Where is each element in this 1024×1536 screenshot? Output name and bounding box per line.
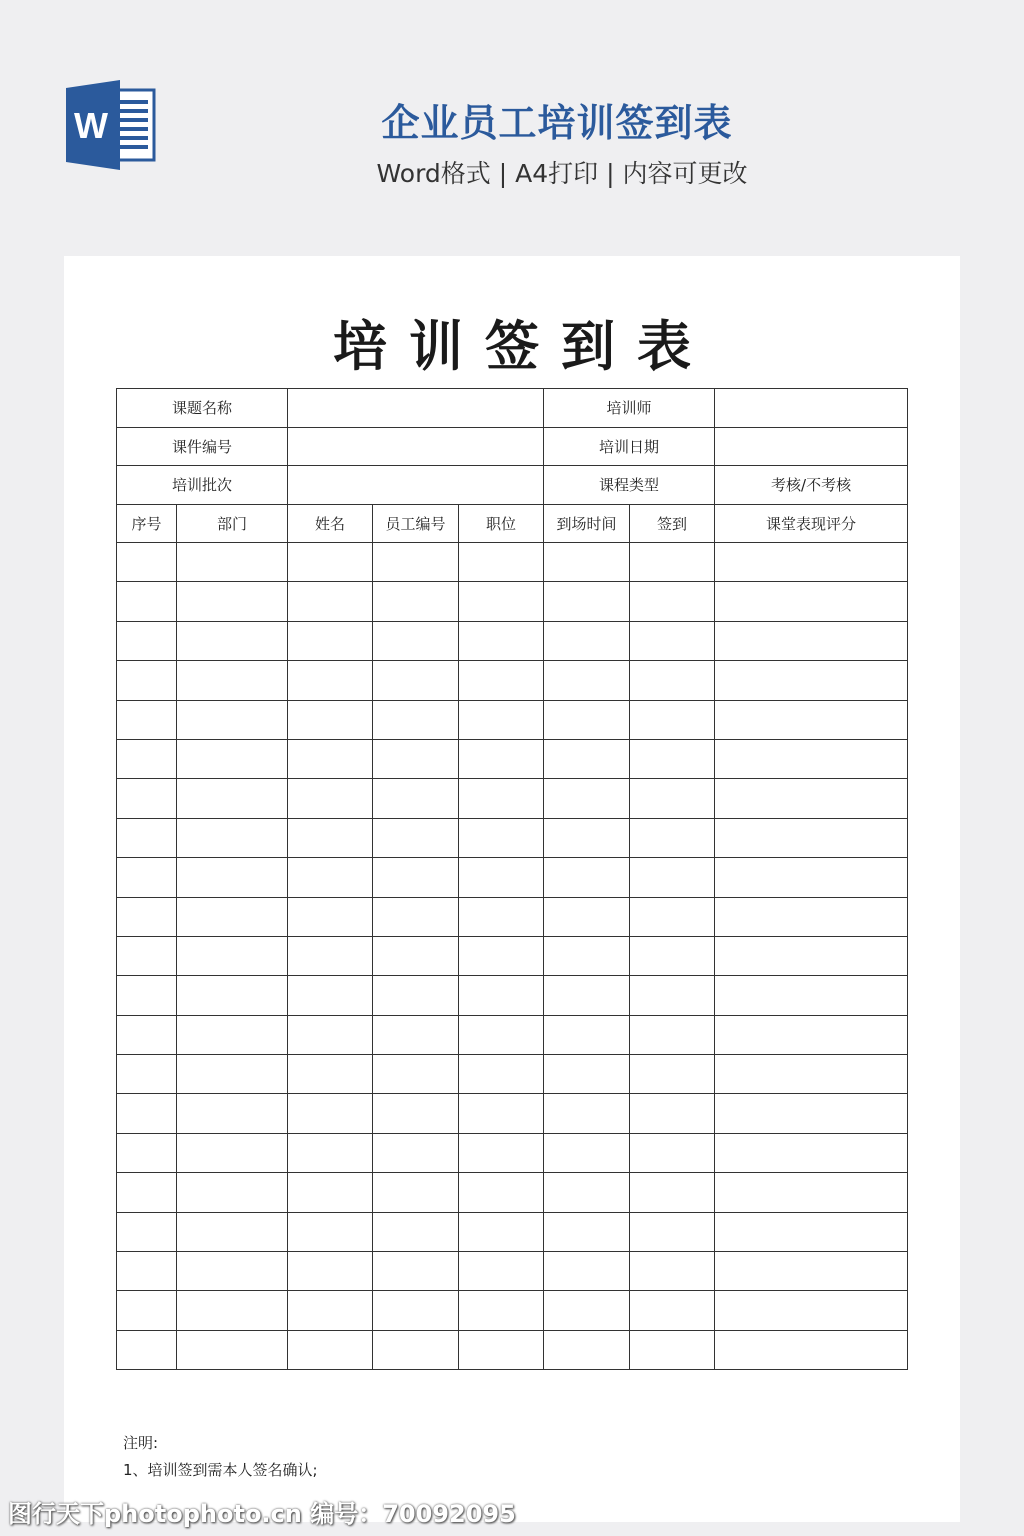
table-row xyxy=(117,621,908,660)
table-cell[interactable] xyxy=(117,858,177,897)
info-value[interactable] xyxy=(288,389,544,428)
table-cell[interactable] xyxy=(288,1291,373,1330)
table-cell[interactable] xyxy=(117,1212,177,1251)
info-row xyxy=(117,427,908,466)
table-cell[interactable] xyxy=(373,818,459,857)
table-cell[interactable] xyxy=(544,976,630,1015)
table-cell[interactable] xyxy=(288,700,373,739)
table-cell[interactable] xyxy=(630,936,715,975)
column-header: 部门 xyxy=(177,504,288,543)
table-cell[interactable] xyxy=(630,582,715,621)
table-cell[interactable] xyxy=(117,700,177,739)
table-row xyxy=(117,936,908,975)
table-cell[interactable] xyxy=(117,897,177,936)
table-cell[interactable] xyxy=(630,1133,715,1172)
table-cell[interactable] xyxy=(459,1252,544,1291)
table-cell[interactable] xyxy=(715,582,908,621)
table-cell[interactable] xyxy=(544,1212,630,1251)
table-cell[interactable] xyxy=(373,779,459,818)
table-cell[interactable] xyxy=(544,621,630,660)
table-cell[interactable] xyxy=(288,897,373,936)
table-cell[interactable] xyxy=(544,1173,630,1212)
table-cell[interactable] xyxy=(459,700,544,739)
table-cell[interactable] xyxy=(288,936,373,975)
table-cell[interactable] xyxy=(715,818,908,857)
info-label: 课件编号 xyxy=(117,427,288,466)
table-cell[interactable] xyxy=(177,543,288,582)
table-cell[interactable] xyxy=(288,1330,373,1369)
table-cell[interactable] xyxy=(373,1015,459,1054)
table-cell[interactable] xyxy=(630,1015,715,1054)
column-header: 序号 xyxy=(117,504,177,543)
table-row xyxy=(117,661,908,700)
table-cell[interactable] xyxy=(177,1015,288,1054)
table-cell[interactable] xyxy=(288,621,373,660)
table-cell[interactable] xyxy=(177,1252,288,1291)
info-label: 课程类型 xyxy=(544,466,715,505)
table-cell[interactable] xyxy=(177,1055,288,1094)
table-cell[interactable] xyxy=(177,1330,288,1369)
table-cell[interactable] xyxy=(117,818,177,857)
table-cell[interactable] xyxy=(715,858,908,897)
table-cell[interactable] xyxy=(630,1252,715,1291)
table-cell[interactable] xyxy=(117,621,177,660)
table-cell[interactable] xyxy=(630,897,715,936)
table-cell[interactable] xyxy=(459,1173,544,1212)
table-cell[interactable] xyxy=(177,582,288,621)
table-cell[interactable] xyxy=(373,897,459,936)
table-cell[interactable] xyxy=(544,858,630,897)
table-cell[interactable] xyxy=(117,582,177,621)
table-cell[interactable] xyxy=(544,779,630,818)
table-cell[interactable] xyxy=(177,739,288,778)
table-cell[interactable] xyxy=(177,1291,288,1330)
info-label: 课题名称 xyxy=(117,389,288,428)
document-title: 培训签到表 xyxy=(333,315,713,378)
info-value: 考核/不考核 xyxy=(715,466,908,505)
table-cell[interactable] xyxy=(630,621,715,660)
table-cell[interactable] xyxy=(459,818,544,857)
table-cell[interactable] xyxy=(373,1252,459,1291)
column-header-row xyxy=(117,504,908,543)
table-cell[interactable] xyxy=(117,739,177,778)
table-body xyxy=(117,543,908,1370)
info-value[interactable] xyxy=(288,427,544,466)
table-row xyxy=(117,1094,908,1133)
table-cell[interactable] xyxy=(117,1291,177,1330)
table-cell[interactable] xyxy=(117,976,177,1015)
table-cell[interactable] xyxy=(544,1330,630,1369)
table-row xyxy=(117,858,908,897)
table-cell[interactable] xyxy=(459,739,544,778)
table-cell[interactable] xyxy=(630,739,715,778)
table-row xyxy=(117,1330,908,1369)
table-cell[interactable] xyxy=(177,897,288,936)
table-cell[interactable] xyxy=(117,779,177,818)
table-cell[interactable] xyxy=(459,1055,544,1094)
table-cell[interactable] xyxy=(459,779,544,818)
table-cell[interactable] xyxy=(715,897,908,936)
table-cell[interactable] xyxy=(177,1094,288,1133)
table-cell[interactable] xyxy=(630,1330,715,1369)
table-cell[interactable] xyxy=(117,661,177,700)
table-cell[interactable] xyxy=(459,621,544,660)
table-cell[interactable] xyxy=(459,582,544,621)
table-cell[interactable] xyxy=(715,543,908,582)
table-cell[interactable] xyxy=(630,700,715,739)
table-row xyxy=(117,1252,908,1291)
table-cell[interactable] xyxy=(288,543,373,582)
table-row xyxy=(117,1212,908,1251)
table-cell[interactable] xyxy=(715,1133,908,1172)
table-cell[interactable] xyxy=(459,1212,544,1251)
table-cell[interactable] xyxy=(630,543,715,582)
table-cell[interactable] xyxy=(715,1055,908,1094)
table-cell[interactable] xyxy=(715,1291,908,1330)
table-cell[interactable] xyxy=(373,582,459,621)
table-cell[interactable] xyxy=(117,1252,177,1291)
banner-title: 企业员工培训签到表 xyxy=(381,101,733,145)
table-row xyxy=(117,897,908,936)
table-row xyxy=(117,1055,908,1094)
table-cell[interactable] xyxy=(288,779,373,818)
table-cell[interactable] xyxy=(177,779,288,818)
table-cell[interactable] xyxy=(544,897,630,936)
table-cell[interactable] xyxy=(459,543,544,582)
table-cell[interactable] xyxy=(117,1094,177,1133)
table-cell[interactable] xyxy=(544,661,630,700)
column-header: 到场时间 xyxy=(544,504,630,543)
table-cell[interactable] xyxy=(544,543,630,582)
column-header: 签到 xyxy=(630,504,715,543)
table-cell[interactable] xyxy=(715,621,908,660)
table-row xyxy=(117,700,908,739)
column-header: 员工编号 xyxy=(373,504,459,543)
column-header: 职位 xyxy=(459,504,544,543)
table-cell[interactable] xyxy=(117,1330,177,1369)
table-row xyxy=(117,1015,908,1054)
info-value[interactable] xyxy=(288,466,544,505)
table-cell[interactable] xyxy=(715,1015,908,1054)
table-cell[interactable] xyxy=(630,1173,715,1212)
notes-section xyxy=(123,1430,318,1484)
table-cell[interactable] xyxy=(177,1133,288,1172)
notes-heading: 注明: xyxy=(123,1434,159,1452)
table-cell[interactable] xyxy=(373,1173,459,1212)
table-cell[interactable] xyxy=(544,739,630,778)
table-cell[interactable] xyxy=(177,976,288,1015)
table-cell[interactable] xyxy=(544,936,630,975)
table-cell[interactable] xyxy=(117,936,177,975)
table-cell[interactable] xyxy=(459,1133,544,1172)
table-cell[interactable] xyxy=(288,1094,373,1133)
info-label: 培训师 xyxy=(544,389,715,428)
info-row xyxy=(117,466,908,505)
table-cell[interactable] xyxy=(630,1212,715,1251)
table-row xyxy=(117,1133,908,1172)
table-cell[interactable] xyxy=(288,1015,373,1054)
table-cell[interactable] xyxy=(117,543,177,582)
table-row xyxy=(117,976,908,1015)
info-value[interactable] xyxy=(715,427,908,466)
table-cell[interactable] xyxy=(117,1133,177,1172)
table-cell[interactable] xyxy=(177,700,288,739)
table-cell[interactable] xyxy=(715,1094,908,1133)
info-label: 培训日期 xyxy=(544,427,715,466)
table-cell[interactable] xyxy=(630,818,715,857)
table-cell[interactable] xyxy=(630,1291,715,1330)
table-cell[interactable] xyxy=(630,1055,715,1094)
table-cell[interactable] xyxy=(373,621,459,660)
table-cell[interactable] xyxy=(177,621,288,660)
watermark: 图行天下photophoto.cn 编号：70092095 xyxy=(8,1500,516,1528)
table-cell[interactable] xyxy=(715,661,908,700)
table-cell[interactable] xyxy=(177,818,288,857)
table-cell[interactable] xyxy=(630,858,715,897)
table-cell[interactable] xyxy=(544,700,630,739)
table-cell[interactable] xyxy=(459,976,544,1015)
table-cell[interactable] xyxy=(117,1015,177,1054)
table-cell[interactable] xyxy=(373,858,459,897)
table-row xyxy=(117,582,908,621)
table-cell[interactable] xyxy=(544,1015,630,1054)
table-cell[interactable] xyxy=(459,1291,544,1330)
table-cell[interactable] xyxy=(715,1330,908,1369)
table-cell[interactable] xyxy=(373,1133,459,1172)
table-cell[interactable] xyxy=(544,1291,630,1330)
table-cell[interactable] xyxy=(544,818,630,857)
table-cell[interactable] xyxy=(544,1055,630,1094)
table-cell[interactable] xyxy=(288,1173,373,1212)
table-cell[interactable] xyxy=(117,1055,177,1094)
table-cell[interactable] xyxy=(715,1212,908,1251)
table-cell[interactable] xyxy=(373,543,459,582)
table-cell[interactable] xyxy=(373,1330,459,1369)
table-cell[interactable] xyxy=(459,1330,544,1369)
table-cell[interactable] xyxy=(373,1291,459,1330)
table-cell[interactable] xyxy=(630,976,715,1015)
table-cell[interactable] xyxy=(288,1133,373,1172)
table-cell[interactable] xyxy=(373,936,459,975)
column-header: 课堂表现评分 xyxy=(715,504,908,543)
table-cell[interactable] xyxy=(544,582,630,621)
table-cell[interactable] xyxy=(715,779,908,818)
table-cell[interactable] xyxy=(288,1212,373,1251)
table-cell[interactable] xyxy=(373,1055,459,1094)
table-cell[interactable] xyxy=(177,661,288,700)
table-cell[interactable] xyxy=(630,779,715,818)
table-row xyxy=(117,1173,908,1212)
table-cell[interactable] xyxy=(373,661,459,700)
document-page xyxy=(64,256,960,1522)
table-cell[interactable] xyxy=(373,1094,459,1133)
table-cell[interactable] xyxy=(288,661,373,700)
table-cell[interactable] xyxy=(177,1173,288,1212)
table-cell[interactable] xyxy=(177,1212,288,1251)
table-cell[interactable] xyxy=(288,976,373,1015)
table-row xyxy=(117,739,908,778)
table-cell[interactable] xyxy=(459,1015,544,1054)
table-row xyxy=(117,1291,908,1330)
table-cell[interactable] xyxy=(288,582,373,621)
table-cell[interactable] xyxy=(288,1055,373,1094)
table-cell[interactable] xyxy=(459,858,544,897)
table-cell[interactable] xyxy=(177,936,288,975)
table-cell[interactable] xyxy=(373,976,459,1015)
table-cell[interactable] xyxy=(715,1173,908,1212)
table-cell[interactable] xyxy=(715,700,908,739)
notes-item: 1、培训签到需本人签名确认; xyxy=(123,1461,318,1479)
table-row xyxy=(117,543,908,582)
table-cell[interactable] xyxy=(459,661,544,700)
info-row xyxy=(117,389,908,428)
table-cell[interactable] xyxy=(459,897,544,936)
table-cell[interactable] xyxy=(459,1094,544,1133)
table-cell[interactable] xyxy=(715,739,908,778)
table-cell[interactable] xyxy=(715,976,908,1015)
table-cell[interactable] xyxy=(630,661,715,700)
table-cell[interactable] xyxy=(544,1252,630,1291)
table-cell[interactable] xyxy=(715,1252,908,1291)
table-cell[interactable] xyxy=(544,1094,630,1133)
table-cell[interactable] xyxy=(288,858,373,897)
info-label: 培训批次 xyxy=(117,466,288,505)
table-cell[interactable] xyxy=(459,936,544,975)
sign-in-table xyxy=(116,388,908,1370)
table-cell[interactable] xyxy=(177,858,288,897)
table-cell[interactable] xyxy=(630,1094,715,1133)
table-cell[interactable] xyxy=(544,1133,630,1172)
word-icon-letter: W xyxy=(74,105,108,146)
table-cell[interactable] xyxy=(288,739,373,778)
table-cell[interactable] xyxy=(373,739,459,778)
table-cell[interactable] xyxy=(373,700,459,739)
table-cell[interactable] xyxy=(715,936,908,975)
table-cell[interactable] xyxy=(117,1173,177,1212)
table-cell[interactable] xyxy=(288,1252,373,1291)
banner-subtitle: Word格式 | A4打印 | 内容可更改 xyxy=(376,159,748,188)
table-row xyxy=(117,818,908,857)
table-cell[interactable] xyxy=(373,1212,459,1251)
info-value[interactable] xyxy=(715,389,908,428)
table-row xyxy=(117,779,908,818)
table-cell[interactable] xyxy=(288,818,373,857)
column-header: 姓名 xyxy=(288,504,373,543)
